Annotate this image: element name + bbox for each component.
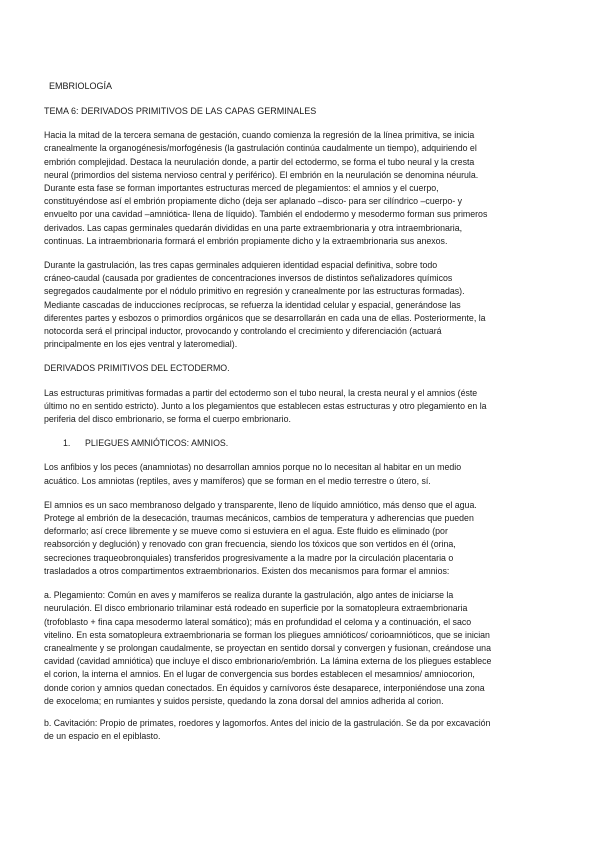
- text-line: a. Plegamiento: Común en aves y mamíferos se realiza durante la gastrulación, algo antes de iniciarse la: [44, 590, 454, 601]
- text-line: Las estructuras primitivas formadas a partir del ectodermo son el tubo neural, la cresta neural y el amnios (éste: [44, 387, 478, 398]
- paragraph-amniotas: [44, 461, 556, 487]
- topic-heading: TEMA 6: DERIVADOS PRIMITIVOS DE LAS CAPAS GERMINALES: [44, 106, 317, 116]
- text-line: cranealmente la organogénesis/morfogénesis (la gastrulación continúa caudalmente un tiempo), adquiriendo el: [44, 143, 477, 154]
- text-line: Los anfibios y los peces (anamniotas) no desarrollan amnios porque no lo necesitan al habitar en un medio: [44, 462, 462, 473]
- list-label: PLIEGUES AMNIÓTICOS: AMNIOS.: [85, 438, 229, 449]
- text-line: de un espacio en el epiblasto.: [44, 731, 161, 742]
- text-line: Durante esta fase se forman importantes estructuras merced de plegamientos: el amnios y el cuerpo,: [44, 183, 439, 194]
- list-item-amnios: [44, 437, 556, 450]
- text-line: continuas. La intraembrionaria formará el embrión propiamente dicho y la extraembrionaria sus anexos.: [44, 235, 448, 246]
- text-line: neurulación. El disco embrionario trilaminar está rodeado en superficie por la somatopleura extraembrionaria: [44, 603, 468, 614]
- paragraph-ectoderm: [44, 387, 556, 427]
- text-line: segregados caudalmente por el nódulo primitivo en regresión y cranealmente por las estructuras formadas).: [44, 286, 465, 297]
- document-title: EMBRIOLOGÍA: [49, 81, 113, 91]
- text-line: derivados. Las capas germinales quedarán divididas en una parte extraembrionaria y otra intraembrionaria,: [44, 222, 463, 233]
- text-line: Durante la gastrulación, las tres capas germinales adquieren identidad espacial definitiva, sobre todo: [44, 260, 438, 271]
- section-heading: DERIVADOS PRIMITIVOS DEL ECTODERMO.: [44, 363, 230, 374]
- text-line: envuelto por una cavidad –amniótica- llena de líquido). También el endodermo y mesodermo forman sus primeros: [44, 209, 488, 220]
- text-line: secreciones traqueobronquiales) transferidos progresivamente a la madre por la circulación placentaria o: [44, 552, 454, 563]
- text-line: (trofoblasto + fina capa mesodermo lateral somático); más en profundidad el celoma y a continuación, el saco: [44, 616, 472, 627]
- list-number: 1.: [63, 438, 71, 449]
- text-line: embrión complejidad. Destaca la neurulación donde, a partir del ectodermo, se forma el tubo neural y la cresta: [44, 156, 475, 167]
- text-line: último no en sentido estricto). Junto a los plegamientos que establecen estas estructuras y otro plegamiento en la: [44, 400, 487, 411]
- text-line: el corion, la interna el amnios. En el lugar de convergencia sus bordes establecen el mesamnios/ amniocorion,: [44, 669, 475, 680]
- text-line: periferia del disco embrionario, se forma el cuerpo embrionario.: [44, 414, 291, 425]
- paragraph-gastrulation: [44, 259, 556, 351]
- paragraph-plegamiento: [44, 589, 556, 708]
- text-line: acuático. Los amniotas (reptiles, aves y mamíferos) que se forman en el medio terrestre o útero, sí.: [44, 475, 431, 486]
- text-line: constituyéndose así el embrión propiamente dicho (deja ser aplanado –disco- para ser cilíndrico –cuerpo- y: [44, 196, 463, 207]
- text-line: b. Cavitación: Propio de primates, roedores y lagomorfos. Antes del inicio de la gastrulación. Se da por excavación: [44, 717, 491, 728]
- text-line: cranealmente y se prolongan caudalmente, se proyectan en sentido dorsal y convergen y fusionan, creándose una: [44, 642, 491, 653]
- paragraph-cavitacion: [44, 717, 556, 743]
- text-line: El amnios es un saco membranoso delgado y transparente, lleno de líquido amniótico, más denso que el agua.: [44, 499, 477, 510]
- text-line: notocorda será el principal inductor, provocando y controlando el crecimiento y diferenciación (actuará: [44, 326, 442, 337]
- paragraph-intro: [44, 129, 556, 248]
- text-line: reabsorción y deglución) y renovado con gran frecuencia, siendo los tóxicos que son vertidos en él (orina,: [44, 539, 456, 550]
- text-line: donde corion y amnios quedan conectados. En équidos y carnívoros éste desaparece, interponiéndose una zona: [44, 682, 485, 693]
- text-line: de exoceloma; en rumiantes y suidos persiste, quedando la zona dorsal del amnios adherida al corion.: [44, 695, 444, 706]
- text-line: principalmente en los ejes ventral y lateromedial).: [44, 339, 238, 350]
- text-line: deformarlo; así crece libremente y se mueve como si estuviera en el agua. Este fluido es eliminado (por: [44, 526, 448, 537]
- text-line: diferentes partes y esbozos o primordios orgánicos que se desarrollarán en cada una de ellas. Posteriormente, la: [44, 312, 486, 323]
- text-line: vitelino. En esta somatopleura extraembrionaria se forman los pliegues amnióticos/ corioamnióticos, que se inician: [44, 629, 490, 640]
- text-line: Protege al embrión de la desecación, traumas mecánicos, cambios de temperatura y adherencias que pueden: [44, 513, 474, 524]
- text-line: Hacia la mitad de la tercera semana de gestación, cuando comienza la regresión de la línea primitiva, se inicia: [44, 130, 475, 141]
- text-line: cráneo-caudal (causada por gradientes de concentraciones inversos de distintos señalizadores químicos: [44, 273, 453, 284]
- paragraph-amnios-definition: [44, 499, 556, 578]
- text-line: neural (primordios del sistema nervioso central y periférico). El embrión en la neurulación se denomina néurula.: [44, 169, 479, 180]
- text-line: trasladados a otros compartimentos extraembrionarios. Existen dos mecanismos para formar el amnios:: [44, 565, 450, 576]
- text-line: cavidad (cavidad amniótica) que incluye el disco embrionario/embrión. La lámina externa de los pliegues establece: [44, 656, 492, 667]
- text-line: Mediante cascadas de inducciones recíprocas, se refuerza la identidad celular y espacial, generándose las: [44, 299, 461, 310]
